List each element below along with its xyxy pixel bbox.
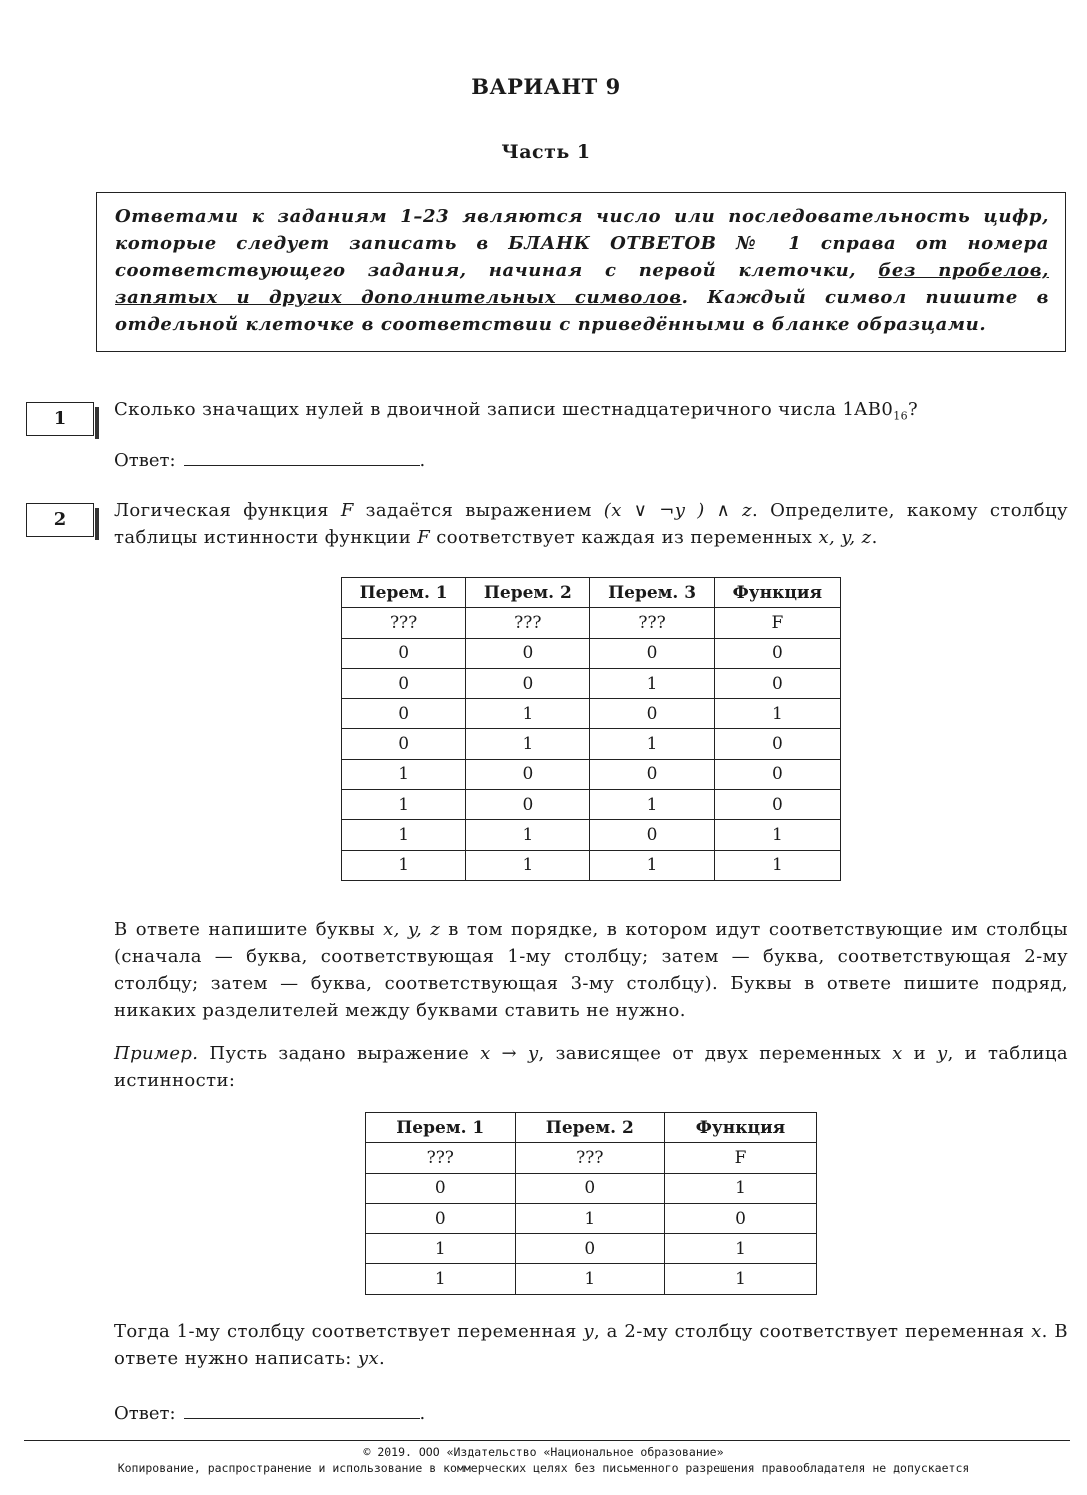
task-2-answer: Ответ: . [114,1398,425,1424]
footer-notice: Копирование, распространение и использование в коммерческих целях без письменного разрешения правообладателя не допускается [117,1461,970,1475]
table-cell: 0 [466,790,590,820]
example-c: , и таблица истинности: [114,1043,1069,1091]
table-cell: 1 [466,850,590,880]
table-cell: 1 [342,820,466,850]
table-row [342,638,841,668]
table-header-row [342,578,841,608]
column-subheader: ??? [466,608,590,638]
table-cell: 0 [590,820,714,850]
table-cell: 0 [665,1203,817,1233]
explain-b: в том порядке, в котором идут соответствующие им столбцы (сначала — буква, соответствующая 1-му столбцу; затем — буква, соответствующая 2-му столбцу; затем — буква, соответствующая 3-му столбцу). Буквы в ответе пишите подряд, никаких разделителей между буквами ставить не нужно. [114,919,1068,1021]
task-1-base: 16 [893,409,908,423]
truth-table [341,577,841,881]
table-cell: 1 [515,1264,665,1294]
instructions-underlined: без пробелов, запятых и других дополнительных символов [115,260,1049,308]
table-cell: 1 [665,1173,817,1203]
table-cell: 0 [714,790,840,820]
column-subheader: ??? [590,608,714,638]
table-cell: 0 [590,699,714,729]
column-subheader: ??? [515,1143,665,1173]
task-2-f: F [340,500,354,521]
table-cell: 0 [714,729,840,759]
table-cell: 0 [515,1234,665,1264]
table-subheader-row [366,1143,817,1173]
table-cell: 0 [714,668,840,698]
column-subheader: ??? [342,608,466,638]
task-2-vars: x, y, z [818,527,872,548]
task-1-question: Сколько значащих нулей в двоичной записи шестнадцатеричного числа [114,399,843,420]
table-cell: 1 [366,1264,516,1294]
column-header: Функция [714,578,840,608]
table-cell: 0 [466,668,590,698]
then-c: . В ответе нужно написать: [114,1321,1068,1369]
then-y: y [583,1321,594,1342]
example-a: Пусть задано выражение [198,1043,481,1064]
table-cell: 1 [665,1264,817,1294]
table-row [342,759,841,789]
then-x: x [1031,1321,1042,1342]
table-cell: 1 [515,1203,665,1233]
table-cell: 1 [342,850,466,880]
column-header: Перем. 2 [466,578,590,608]
task-2-intro-b: задаётся выражением [353,500,604,521]
column-subheader: F [665,1143,817,1173]
task-1-qmark: ? [908,399,919,420]
table-cell: 0 [466,759,590,789]
table-cell: 0 [515,1173,665,1203]
task-1-answer-field[interactable] [184,445,420,466]
instructions-tail: . Каждый символ пишите в отдельной клеточке в соответствии с приведёнными в бланке образцами. [115,287,1049,335]
task-2-answer-label: Ответ: [114,1403,176,1424]
task-1-text [114,396,1054,430]
table-row [342,729,841,759]
then-a: Тогда 1-му столбцу соответствует переменная [114,1321,584,1342]
table-cell: 0 [342,668,466,698]
table-row [342,668,841,698]
task-2-number: 2 [26,503,94,537]
column-header: Перем. 1 [342,578,466,608]
then-ans: yx [357,1348,380,1369]
table-cell: 0 [342,638,466,668]
example-expr: x → y [480,1043,539,1064]
table-cell: 1 [466,729,590,759]
table-cell: 1 [590,850,714,880]
instructions-lead: Ответами к заданиям 1–23 являются число или последовательность цифр, которые следует записать в БЛАНК ОТВЕТОВ № 1 справа от номера соответствующего задания, начиная с первой клеточки, [115,206,1049,281]
table-cell: 1 [466,699,590,729]
table-cell: 1 [714,699,840,729]
table-cell: 1 [714,820,840,850]
column-subheader: F [714,608,840,638]
footer-divider [24,1440,1070,1441]
table-cell: 0 [714,759,840,789]
table-subheader-row [342,608,841,638]
table-row [366,1234,817,1264]
footer-copyright: © 2019. ООО «Издательство «Национальное образование» [363,1445,724,1459]
table-cell: 0 [590,638,714,668]
part-title: Часть 1 [501,141,591,163]
table-row [342,790,841,820]
table-cell: 0 [342,729,466,759]
column-header: Перем. 2 [515,1113,665,1143]
table-cell: 0 [366,1203,516,1233]
task-2-conclusion [114,1318,1068,1372]
table-cell: 0 [366,1173,516,1203]
table-cell: 0 [590,759,714,789]
table-row [342,820,841,850]
task-1-number: 1 [26,402,94,436]
task-2-explanation [114,916,1068,1024]
table-cell: 1 [665,1234,817,1264]
task-2-intro-c: . Определите, какому столбцу таблицы истинности функции [114,500,1068,548]
table-cell: 0 [714,638,840,668]
task-1-answer: Ответ: . [114,445,425,471]
table-cell: 1 [590,790,714,820]
table-cell: 1 [342,790,466,820]
column-header: Перем. 1 [366,1113,516,1143]
table-row [342,850,841,880]
table-row [366,1264,817,1294]
table-cell: 1 [342,759,466,789]
table-cell: 1 [466,820,590,850]
task-2-f-2: F [417,527,431,548]
task-1-answer-label: Ответ: [114,450,176,471]
example-b: , зависящее от двух переменных [538,1043,893,1064]
table-cell: 1 [366,1234,516,1264]
table-header-row [366,1113,817,1143]
task-2-dot: . [871,527,878,548]
table-cell: 0 [466,638,590,668]
task-2-answer-field[interactable] [184,1398,420,1419]
table-row [366,1203,817,1233]
table-cell: 0 [342,699,466,729]
task-1-hex-number: 1AB0 [842,399,894,420]
table-cell: 1 [590,668,714,698]
table-cell: 1 [590,729,714,759]
example-truth-table [365,1112,817,1295]
column-header: Функция [665,1113,817,1143]
explain-vars: x, y, z [383,919,441,940]
column-subheader: ??? [366,1143,516,1173]
example-and: и [902,1043,937,1064]
variant-title: ВАРИАНТ 9 [471,74,621,99]
explain-a: В ответе напишите буквы [114,919,384,940]
task-2-intro [114,497,1068,551]
task-2-intro-a: Логическая функция [114,500,341,521]
example-x: x [892,1043,903,1064]
table-row [342,699,841,729]
column-header: Перем. 3 [590,578,714,608]
task-2-example [114,1040,1068,1094]
task-2-expression: (x ∨ ¬y ) ∧ z [603,500,753,521]
table-cell: 1 [714,850,840,880]
then-d: . [379,1348,386,1369]
table-row [366,1173,817,1203]
example-y: y [936,1043,948,1064]
then-b: , а 2-му столбцу соответствует переменная [593,1321,1032,1342]
instructions-box [96,192,1066,352]
task-2-intro-d: соответствует каждая из переменных [430,527,819,548]
example-label: Пример. [114,1043,199,1064]
